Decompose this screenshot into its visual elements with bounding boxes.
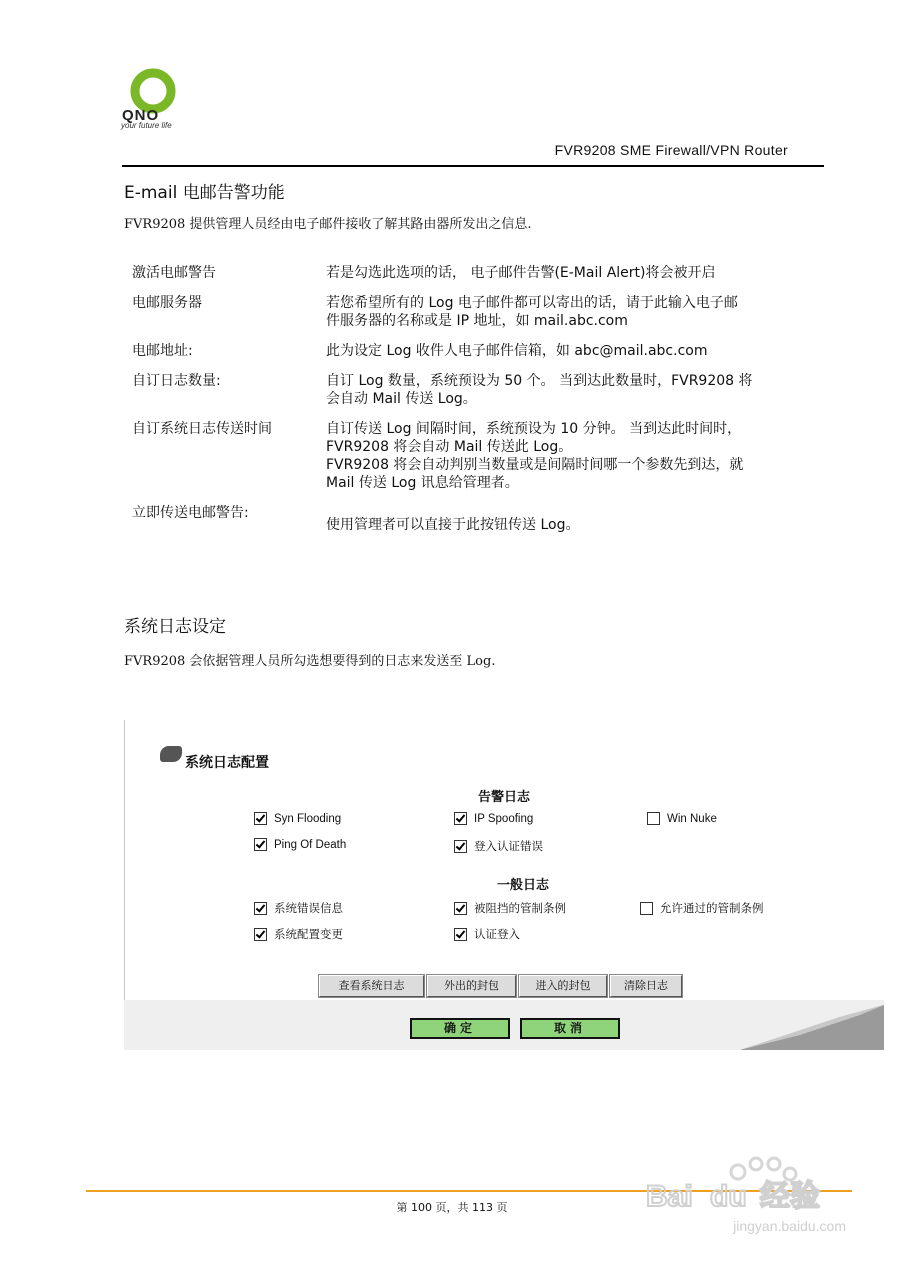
checkbox-icon[interactable] bbox=[254, 838, 267, 851]
general-log-title: 一般日志 bbox=[497, 878, 550, 893]
desc-line: 若是勾选此选项的话， 电子邮件告警(E-Mail Alert)将会被开启 bbox=[326, 265, 716, 281]
desc-log-count bbox=[326, 370, 792, 408]
checkbox-ip-spoofing[interactable] bbox=[454, 812, 533, 825]
email-section-intro: FVR9208 提供管理人员经由电子邮件接收了解其路由器所发出之信息. bbox=[124, 217, 532, 232]
term-send-interval: 自订系统日志传送时间 bbox=[132, 421, 272, 437]
logo-wordmark: QNO bbox=[122, 107, 160, 124]
checkbox-syn-flooding[interactable] bbox=[254, 812, 341, 825]
desc-line: FVR9208 将会自动 Mail 传送此 Log。 bbox=[326, 439, 573, 455]
checkbox-allowed-policy[interactable] bbox=[640, 900, 764, 916]
checkbox-auth-login[interactable] bbox=[454, 926, 520, 942]
definition-list bbox=[132, 262, 792, 544]
checkbox-label: 系统错误信息 bbox=[274, 903, 343, 915]
term-send-now: 立即传送电邮警告: bbox=[132, 505, 249, 521]
checkbox-label: Win Nuke bbox=[667, 812, 717, 825]
checkbox-icon[interactable] bbox=[254, 928, 267, 941]
checkbox-blocked-policy[interactable] bbox=[454, 900, 566, 916]
desc-line: FVR9208 将会自动判别当数量或是间隔时间哪一个参数先到达，就 bbox=[326, 457, 744, 473]
clear-log-button[interactable]: 清除日志 bbox=[610, 975, 682, 997]
desc-line: 件服务器的名称或是 IP 地址，如 mail.abc.com bbox=[326, 313, 628, 329]
checkbox-icon[interactable] bbox=[454, 902, 467, 915]
term-enable-alert: 激活电邮警告 bbox=[132, 265, 216, 281]
checkbox-label: IP Spoofing bbox=[474, 812, 534, 825]
view-system-log-button[interactable]: 查看系统日志 bbox=[319, 975, 424, 997]
syslog-section-heading: 系统日志设定 bbox=[124, 617, 226, 637]
desc-mail-address bbox=[326, 340, 792, 360]
definition-row bbox=[132, 418, 792, 492]
checkbox-icon[interactable] bbox=[647, 812, 660, 825]
watermark-text: 经验 bbox=[760, 1179, 820, 1214]
desc-enable-alert bbox=[326, 262, 792, 282]
desc-send-now bbox=[326, 502, 792, 534]
watermark-text: du bbox=[710, 1180, 747, 1213]
definition-row bbox=[132, 292, 792, 330]
definition-row bbox=[132, 340, 792, 360]
checkbox-label: 系统配置变更 bbox=[274, 929, 343, 941]
definition-row bbox=[132, 502, 792, 534]
confirm-button[interactable]: 确定 bbox=[410, 1018, 510, 1039]
cancel-button[interactable]: 取消 bbox=[520, 1018, 620, 1039]
checkbox-label: 登入认证错误 bbox=[474, 841, 543, 853]
desc-line: Mail 传送 Log 讯息给管理者。 bbox=[326, 475, 519, 491]
definition-row bbox=[132, 370, 792, 408]
checkbox-icon[interactable] bbox=[454, 812, 467, 825]
checkbox-icon[interactable] bbox=[454, 840, 467, 853]
checkbox-label: 被阻挡的管制条例 bbox=[474, 903, 566, 915]
email-section-heading: E-mail 电邮告警功能 bbox=[124, 183, 285, 203]
term-log-count: 自订日志数量: bbox=[132, 373, 221, 389]
term-mail-server: 电邮服务器 bbox=[132, 295, 202, 311]
panel-title-bullet-icon bbox=[160, 746, 182, 762]
desc-mail-server bbox=[326, 292, 792, 330]
desc-send-interval bbox=[326, 418, 792, 492]
watermark-text: Bai bbox=[646, 1180, 693, 1213]
checkbox-label: 允许通过的管制条例 bbox=[660, 903, 764, 915]
checkbox-ping-of-death[interactable] bbox=[254, 838, 346, 851]
checkbox-icon[interactable] bbox=[454, 928, 467, 941]
checkbox-login-auth-error[interactable] bbox=[454, 838, 543, 854]
page-number: 第 100 页，共 113 页 bbox=[396, 1201, 508, 1214]
outgoing-packets-button[interactable]: 外出的封包 bbox=[427, 975, 516, 997]
checkbox-icon[interactable] bbox=[254, 902, 267, 915]
checkbox-win-nuke[interactable] bbox=[647, 812, 717, 825]
checkbox-label: Syn Flooding bbox=[274, 812, 342, 825]
watermark-url: jingyan.baidu.com bbox=[733, 1218, 846, 1234]
definition-row bbox=[132, 262, 792, 282]
checkbox-label: Ping Of Death bbox=[274, 838, 347, 851]
alert-log-title: 告警日志 bbox=[478, 790, 531, 805]
term-mail-address: 电邮地址: bbox=[132, 343, 193, 359]
document-title: FVR9208 SME Firewall/VPN Router bbox=[554, 142, 788, 158]
checkbox-label: 认证登入 bbox=[474, 929, 520, 941]
desc-line: 若您希望所有的 Log 电子邮件都可以寄出的话，请于此输入电子邮 bbox=[326, 295, 738, 311]
header-divider bbox=[122, 165, 824, 167]
checkbox-config-change[interactable] bbox=[254, 926, 343, 942]
desc-line: 自订 Log 数量，系统预设为 50 个。 当到达此数量时，FVR9208 将 bbox=[326, 373, 753, 389]
checkbox-system-error[interactable] bbox=[254, 900, 343, 916]
desc-line: 此为设定 Log 收件人电子邮件信箱，如 abc@mail.abc.com bbox=[326, 343, 708, 359]
incoming-packets-button[interactable]: 进入的封包 bbox=[519, 975, 607, 997]
panel-corner-decoration bbox=[740, 1005, 884, 1050]
syslog-section-intro: FVR9208 会依据管理人员所勾选想要得到的日志来发送至 Log. bbox=[124, 654, 496, 669]
desc-line: 会自动 Mail 传送 Log。 bbox=[326, 391, 477, 407]
panel-border bbox=[124, 720, 125, 1000]
logo-tagline: your future life bbox=[121, 121, 172, 130]
checkbox-icon[interactable] bbox=[254, 812, 267, 825]
panel-title: 系统日志配置 bbox=[185, 755, 269, 771]
checkbox-icon[interactable] bbox=[640, 902, 653, 915]
desc-line: 使用管理者可以直接于此按钮传送 Log。 bbox=[326, 517, 580, 533]
desc-line: 自订传送 Log 间隔时间，系统预设为 10 分钟。 当到达此时间时， bbox=[326, 421, 742, 437]
